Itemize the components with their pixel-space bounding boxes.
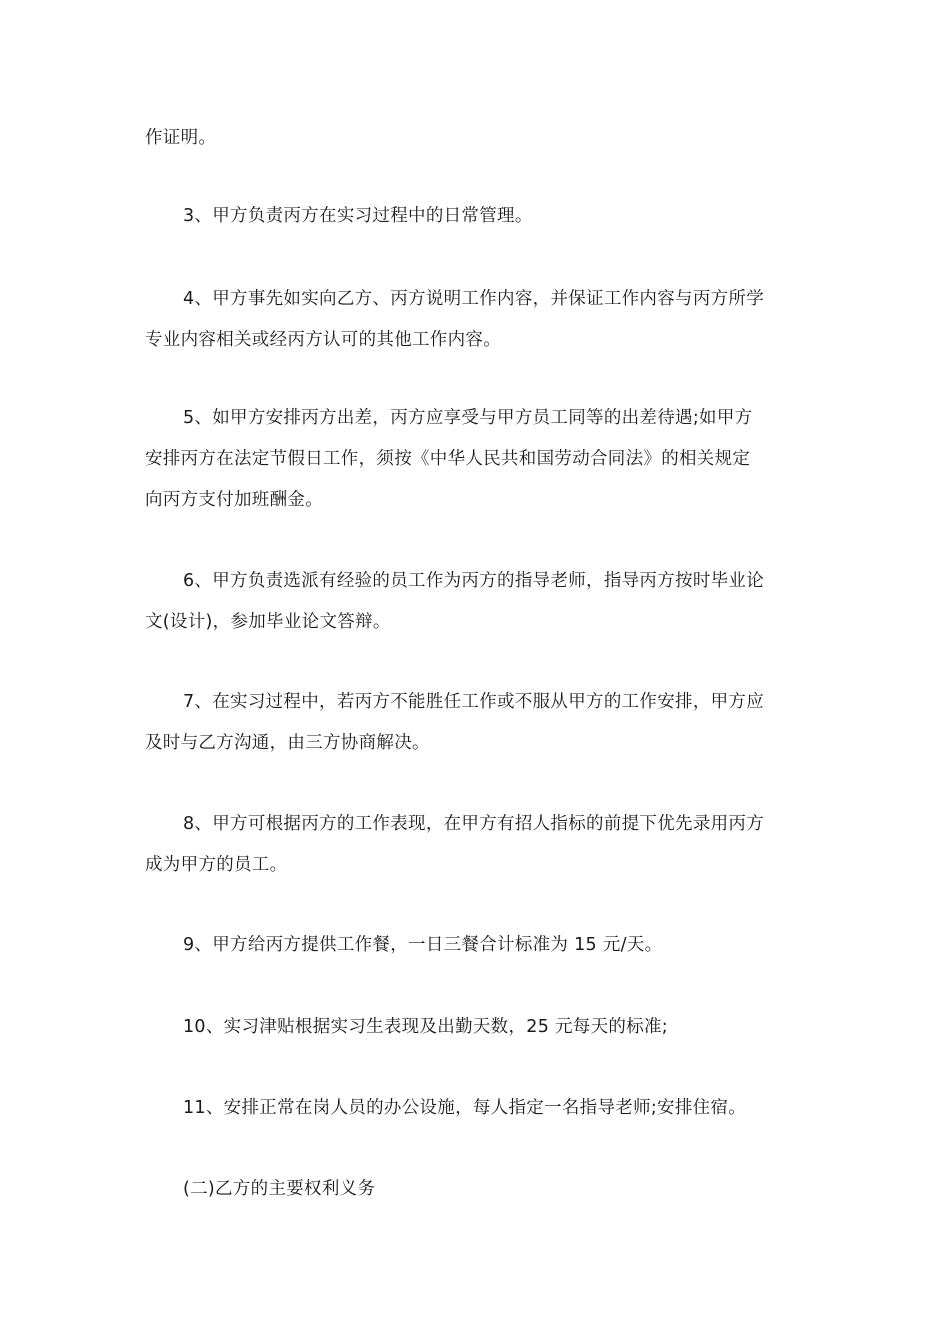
- paragraph-item-9: [145, 925, 810, 966]
- text-line: (二)乙方的主要权利义务: [183, 1179, 376, 1199]
- text-line: 10、实习津贴根据实习生表现及出勤天数，25 元每天的标准;: [183, 1017, 668, 1037]
- paragraph-item-11: [145, 1088, 810, 1129]
- paragraph-item-6: [145, 561, 810, 643]
- paragraph-item-8: [145, 804, 810, 886]
- section-heading-party-b: [145, 1169, 810, 1210]
- paragraph-item-3: [145, 196, 810, 237]
- text-line: 安排丙方在法定节假日工作，须按《中华人民共和国劳动合同法》的相关规定: [145, 449, 751, 469]
- paragraph-item-7: [145, 682, 810, 764]
- paragraph-continuation: [145, 118, 810, 159]
- text-line: 成为甲方的员工。: [145, 855, 288, 875]
- text-line: 9、甲方给丙方提供工作餐，一日三餐合计标准为 15 元/天。: [183, 935, 663, 955]
- text-line: 3、甲方负责丙方在实习过程中的日常管理。: [183, 206, 533, 226]
- paragraph-item-10: [145, 1007, 810, 1048]
- paragraph-item-5: [145, 398, 810, 521]
- text-line: 文(设计)，参加毕业论文答辩。: [145, 612, 391, 632]
- paragraph-item-4: [145, 279, 810, 361]
- text-line: 作证明。: [145, 128, 217, 148]
- text-line: 4、甲方事先如实向乙方、丙方说明工作内容，并保证工作内容与丙方所学: [183, 289, 765, 309]
- text-line: 专业内容相关或经丙方认可的其他工作内容。: [145, 330, 501, 350]
- text-line: 6、甲方负责选派有经验的员工作为丙方的指导老师，指导丙方按时毕业论: [183, 571, 765, 591]
- text-line: 向丙方支付加班酬金。: [145, 490, 323, 510]
- text-line: 5、如甲方安排丙方出差，丙方应享受与甲方员工同等的出差待遇;如甲方: [183, 408, 753, 428]
- text-line: 11、安排正常在岗人员的办公设施，每人指定一名指导老师;安排住宿。: [183, 1098, 747, 1118]
- text-line: 8、甲方可根据丙方的工作表现，在甲方有招人指标的前提下优先录用丙方: [183, 814, 765, 834]
- text-line: 及时与乙方沟通，由三方协商解决。: [145, 733, 430, 753]
- text-line: 7、在实习过程中，若丙方不能胜任工作或不服从甲方的工作安排，甲方应: [183, 692, 765, 712]
